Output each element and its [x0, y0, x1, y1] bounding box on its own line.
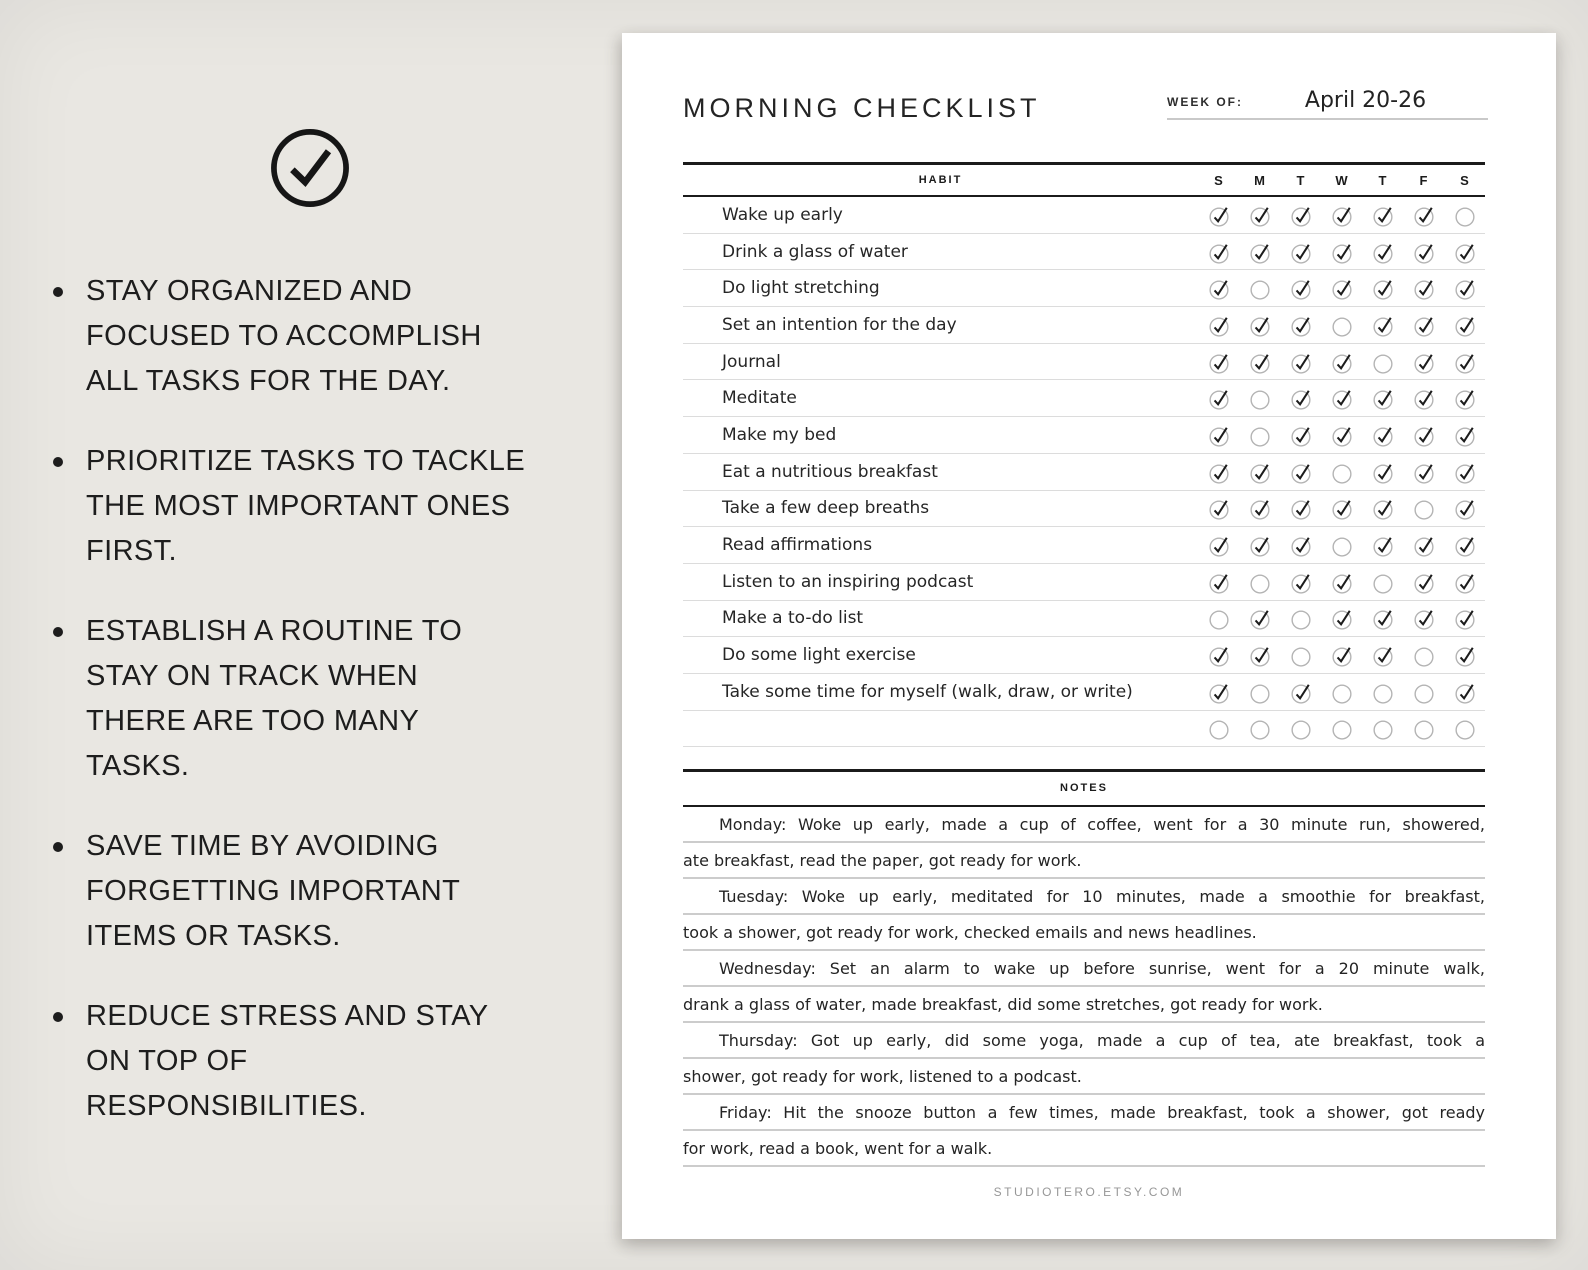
benefit-line: FOCUSED TO ACCOMPLISH — [86, 320, 482, 352]
checkmark-circle-icon — [1412, 605, 1436, 631]
habit-checkbox-checked[interactable] — [1444, 637, 1485, 673]
habit-row — [683, 601, 1485, 638]
habit-rows — [683, 197, 1485, 747]
habit-checkbox-checked[interactable] — [1280, 307, 1321, 343]
habit-label: Eat a nutritious breakfast — [722, 461, 938, 482]
habit-checkbox-checked[interactable] — [1403, 564, 1444, 600]
day-header: W — [1335, 172, 1348, 188]
benefit-line: THE MOST IMPORTANT ONES — [86, 490, 511, 522]
habit-checkbox-checked[interactable] — [1403, 270, 1444, 306]
habit-checkbox-checked[interactable] — [1198, 454, 1239, 490]
habit-checkbox-checked[interactable] — [1321, 270, 1362, 306]
habit-checkbox-empty[interactable] — [1239, 270, 1280, 306]
habit-checkbox-checked[interactable] — [1198, 344, 1239, 380]
habit-checkbox-checked[interactable] — [1444, 234, 1485, 270]
day-headers — [1198, 173, 1485, 188]
habit-column-header: HABIT — [918, 174, 963, 186]
empty-circle-icon — [1248, 422, 1272, 448]
habit-label: Wake up early — [722, 204, 843, 225]
empty-circle-icon — [1248, 715, 1272, 741]
checkmark-circle-icon — [1289, 679, 1313, 705]
habit-checkbox-checked[interactable] — [1362, 527, 1403, 563]
checkmark-circle-icon — [1412, 459, 1436, 485]
habit-checkbox-empty[interactable] — [1444, 711, 1485, 747]
habit-checkbox-checked[interactable] — [1362, 307, 1403, 343]
checkmark-circle-icon — [1207, 385, 1231, 411]
checkmark-circle-icon — [1412, 385, 1436, 411]
checkmark-circle-icon — [1371, 532, 1395, 558]
habit-checkbox-checked[interactable] — [1444, 417, 1485, 453]
benefit-line: TASKS. — [86, 750, 190, 782]
habit-checkbox-empty[interactable] — [1239, 380, 1280, 416]
habit-label: Drink a glass of water — [722, 241, 908, 262]
habit-checkbox-checked[interactable] — [1403, 197, 1444, 233]
checkmark-circle-icon — [1207, 642, 1231, 668]
checkmark-circle-icon — [1248, 459, 1272, 485]
checkmark-circle-icon — [1371, 239, 1395, 265]
checkmark-circle-icon — [1207, 202, 1231, 228]
habit-row — [683, 711, 1485, 748]
notes-lines — [683, 807, 1485, 1167]
habit-label: Do some light exercise — [722, 645, 916, 666]
empty-circle-icon — [1371, 679, 1395, 705]
checkmark-circle-icon — [1371, 605, 1395, 631]
day-header: T — [1378, 172, 1387, 188]
checkmark-circle-icon — [1412, 422, 1436, 448]
checkmark-circle-icon — [1289, 495, 1313, 521]
habit-checkbox-empty[interactable] — [1403, 711, 1444, 747]
checklist-page — [622, 33, 1556, 1239]
habit-checkbox-checked[interactable] — [1280, 527, 1321, 563]
habit-checkbox-checked[interactable] — [1280, 564, 1321, 600]
benefit-line: STAY ORGANIZED AND — [86, 275, 413, 307]
checkmark-circle-icon — [1289, 239, 1313, 265]
benefit-line: ESTABLISH A ROUTINE TO — [86, 615, 463, 647]
habit-checkbox-checked[interactable] — [1444, 527, 1485, 563]
habit-label: Read affirmations — [722, 535, 873, 556]
empty-circle-icon — [1289, 715, 1313, 741]
checkmark-circle-icon — [1371, 275, 1395, 301]
day-header: F — [1419, 172, 1428, 188]
empty-circle-icon — [1248, 569, 1272, 595]
checkmark-circle-icon — [1412, 275, 1436, 301]
empty-circle-icon — [1248, 275, 1272, 301]
benefit-line: THERE ARE TOO MANY — [86, 705, 420, 737]
habit-label: Do light stretching — [722, 278, 880, 299]
checkmark-circle-icon — [1453, 679, 1477, 705]
habit-checkbox-checked[interactable] — [1198, 417, 1239, 453]
habit-checkbox-checked[interactable] — [1444, 601, 1485, 637]
empty-circle-icon — [1412, 679, 1436, 705]
checkmark-circle-icon — [1371, 495, 1395, 521]
habit-checkbox-empty[interactable] — [1280, 637, 1321, 673]
habit-row — [683, 564, 1485, 601]
habit-row — [683, 234, 1485, 271]
checkmark-circle-icon — [1330, 422, 1354, 448]
checkmark-circle-icon — [1330, 385, 1354, 411]
checkmark-circle-icon — [1248, 202, 1272, 228]
benefit-line: SAVE TIME BY AVOIDING — [86, 830, 439, 862]
checkmark-circle-icon — [1412, 239, 1436, 265]
habit-checkbox-checked[interactable] — [1362, 380, 1403, 416]
checkmark-circle-icon — [1412, 532, 1436, 558]
empty-circle-icon — [1248, 385, 1272, 411]
checkmark-circle-icon — [1330, 349, 1354, 375]
habit-checkbox-empty[interactable] — [1321, 307, 1362, 343]
habit-checkbox-empty[interactable] — [1444, 197, 1485, 233]
habit-row — [683, 527, 1485, 564]
habit-checkbox-empty[interactable] — [1362, 674, 1403, 710]
habit-checkbox-empty[interactable] — [1362, 344, 1403, 380]
habit-checkbox-checked[interactable] — [1321, 344, 1362, 380]
checkmark-circle-icon — [1453, 532, 1477, 558]
benefit-line: STAY ON TRACK WHEN — [86, 660, 419, 692]
checkmark-circle-icon — [1453, 422, 1477, 448]
checkmark-circle-icon — [1453, 349, 1477, 375]
habit-checkbox-checked[interactable] — [1239, 234, 1280, 270]
checkmark-circle-icon — [1207, 312, 1231, 338]
checkmark-circle-icon — [1453, 385, 1477, 411]
habit-checkbox-checked[interactable] — [1239, 491, 1280, 527]
checkmark-circle-icon — [1330, 569, 1354, 595]
habit-checkbox-empty[interactable] — [1403, 674, 1444, 710]
habit-label: Take a few deep breaths — [722, 498, 930, 519]
week-of-label: WEEK OF: — [1167, 95, 1243, 109]
benefit-line: REDUCE STRESS AND STAY — [86, 1000, 489, 1032]
habit-checkbox-empty[interactable] — [1280, 711, 1321, 747]
note-line[interactable]: Tuesday: Woke up early, meditated for 10 minutes, made a smoothie for breakfast, — [683, 879, 1485, 915]
benefit-item — [50, 609, 610, 789]
habit-checkbox-checked[interactable] — [1444, 270, 1485, 306]
checkmark-circle-icon — [1289, 349, 1313, 375]
empty-circle-icon — [1330, 459, 1354, 485]
checkmark-circle-icon — [1330, 239, 1354, 265]
habit-checkbox-checked[interactable] — [1362, 417, 1403, 453]
checkmark-circle-icon — [1453, 459, 1477, 485]
checkmark-circle-icon — [1453, 275, 1477, 301]
checkmark-circle-icon — [1248, 532, 1272, 558]
habit-row — [683, 454, 1485, 491]
week-of-value: April 20-26 — [1304, 88, 1427, 113]
habit-checkbox-checked[interactable] — [1280, 270, 1321, 306]
habit-checkbox-checked[interactable] — [1198, 234, 1239, 270]
empty-circle-icon — [1371, 349, 1395, 375]
checkmark-circle-icon — [1453, 605, 1477, 631]
habit-checkbox-checked[interactable] — [1444, 344, 1485, 380]
benefit-item — [50, 269, 610, 404]
habit-checkbox-checked[interactable] — [1321, 564, 1362, 600]
checkmark-circle-icon — [1371, 202, 1395, 228]
habit-label: Set an intention for the day — [722, 314, 957, 335]
habit-checkbox-checked[interactable] — [1362, 234, 1403, 270]
benefit-item — [50, 439, 610, 574]
habit-checkbox-checked[interactable] — [1362, 454, 1403, 490]
note-line[interactable]: shower, got ready for work, listened to a podcast. — [683, 1059, 1485, 1095]
habit-checkbox-checked[interactable] — [1239, 197, 1280, 233]
habit-row — [683, 307, 1485, 344]
habit-checkbox-checked[interactable] — [1403, 601, 1444, 637]
checkmark-circle-icon — [1207, 275, 1231, 301]
checkmark-circle-icon — [1289, 569, 1313, 595]
habit-checkbox-checked[interactable] — [1362, 270, 1403, 306]
table-header-row — [683, 162, 1485, 197]
checkmark-circle-icon — [1248, 605, 1272, 631]
habit-checkbox-checked[interactable] — [1362, 637, 1403, 673]
habit-checkbox-checked[interactable] — [1239, 344, 1280, 380]
habit-checkbox-checked[interactable] — [1239, 454, 1280, 490]
habit-checkbox-checked[interactable] — [1198, 197, 1239, 233]
habit-label: Journal — [722, 351, 781, 372]
habit-checkbox-empty[interactable] — [1280, 601, 1321, 637]
empty-circle-icon — [1289, 642, 1313, 668]
note-line[interactable]: Monday: Woke up early, made a cup of coffee, went for a 30 minute run, showered, — [683, 807, 1485, 843]
checkmark-circle-icon — [1207, 569, 1231, 595]
notes-section — [683, 769, 1485, 1167]
habit-checkbox-checked[interactable] — [1280, 234, 1321, 270]
checkmark-circle-icon — [1412, 312, 1436, 338]
habit-checkbox-checked[interactable] — [1280, 344, 1321, 380]
checkmark-circle-icon — [1412, 569, 1436, 595]
day-header: M — [1254, 172, 1265, 188]
habit-checkbox-checked[interactable] — [1198, 307, 1239, 343]
habit-checkbox-checked[interactable] — [1280, 197, 1321, 233]
checkmark-circle-icon — [1207, 532, 1231, 558]
checkmark-circle-icon — [1330, 495, 1354, 521]
checkmark-circle-icon — [1289, 202, 1313, 228]
note-line[interactable]: for work, read a book, went for a walk. — [683, 1131, 1485, 1167]
habit-checkbox-checked[interactable] — [1403, 344, 1444, 380]
note-line[interactable]: drank a glass of water, made breakfast, did some stretches, got ready for work. — [683, 987, 1485, 1023]
empty-circle-icon — [1207, 605, 1231, 631]
habit-checkbox-checked[interactable] — [1198, 527, 1239, 563]
habit-checkbox-checked[interactable] — [1362, 491, 1403, 527]
checkmark-circle-icon — [1248, 642, 1272, 668]
checkmark-circle-icon — [1289, 459, 1313, 485]
habit-checkbox-checked[interactable] — [1403, 454, 1444, 490]
habit-checkbox-empty[interactable] — [1321, 454, 1362, 490]
habit-checkbox-checked[interactable] — [1321, 197, 1362, 233]
habit-checkbox-checked[interactable] — [1403, 527, 1444, 563]
note-line[interactable]: took a shower, got ready for work, checked emails and news headlines. — [683, 915, 1485, 951]
habit-checkbox-empty[interactable] — [1198, 711, 1239, 747]
habit-checkbox-checked[interactable] — [1444, 564, 1485, 600]
checkmark-circle-icon — [1330, 605, 1354, 631]
habit-checkbox-checked[interactable] — [1321, 491, 1362, 527]
checkmark-circle-icon — [1289, 312, 1313, 338]
habit-checkbox-checked[interactable] — [1239, 637, 1280, 673]
habit-checkbox-empty[interactable] — [1321, 674, 1362, 710]
checkmark-circle-icon — [1371, 459, 1395, 485]
habit-table — [683, 162, 1485, 747]
habit-checkbox-empty[interactable] — [1239, 417, 1280, 453]
week-of-field[interactable] — [1167, 88, 1488, 120]
habit-checkbox-checked[interactable] — [1444, 674, 1485, 710]
habit-checkbox-checked[interactable] — [1280, 491, 1321, 527]
habit-checkbox-checked[interactable] — [1280, 380, 1321, 416]
note-line[interactable]: ate breakfast, read the paper, got ready for work. — [683, 843, 1485, 879]
habit-checkbox-checked[interactable] — [1362, 601, 1403, 637]
benefit-item — [50, 994, 610, 1129]
habit-checkbox-empty[interactable] — [1362, 564, 1403, 600]
benefit-line: ALL TASKS FOR THE DAY. — [86, 365, 451, 397]
habit-label: Meditate — [722, 388, 797, 409]
checkmark-circle-icon — [1289, 532, 1313, 558]
habit-row — [683, 270, 1485, 307]
note-line[interactable]: Wednesday: Set an alarm to wake up before sunrise, went for a 20 minute walk, — [683, 951, 1485, 987]
habit-checkbox-checked[interactable] — [1198, 380, 1239, 416]
empty-circle-icon — [1412, 715, 1436, 741]
checkmark-circle-icon — [1207, 679, 1231, 705]
checkmark-circle-icon — [1371, 642, 1395, 668]
empty-circle-icon — [1371, 569, 1395, 595]
checkmark-circle-icon — [1207, 495, 1231, 521]
checkmark-circle-icon — [1207, 239, 1231, 265]
empty-circle-icon — [1453, 715, 1477, 741]
habit-checkbox-checked[interactable] — [1403, 234, 1444, 270]
page-title: MORNING CHECKLIST — [683, 93, 1041, 123]
habit-checkbox-empty[interactable] — [1198, 601, 1239, 637]
habit-checkbox-checked[interactable] — [1403, 380, 1444, 416]
empty-circle-icon — [1330, 532, 1354, 558]
checkmark-circle-icon — [1412, 349, 1436, 375]
note-line[interactable]: Thursday: Got up early, did some yoga, made a cup of tea, ate breakfast, took a — [683, 1023, 1485, 1059]
checkmark-circle-icon — [1207, 459, 1231, 485]
habit-checkbox-checked[interactable] — [1321, 234, 1362, 270]
checkmark-circle-icon — [1453, 642, 1477, 668]
habit-label: Take some time for myself (walk, draw, or write) — [722, 681, 1133, 702]
checkmark-circle-icon — [1207, 422, 1231, 448]
habit-checkbox-checked[interactable] — [1321, 637, 1362, 673]
habit-checkbox-checked[interactable] — [1280, 674, 1321, 710]
checkmark-circle-icon — [1289, 422, 1313, 448]
day-header: S — [1214, 172, 1223, 188]
habit-checkbox-checked[interactable] — [1444, 380, 1485, 416]
checkmark-circle-icon — [1248, 312, 1272, 338]
habit-row — [683, 491, 1485, 528]
checkmark-circle-icon — [1453, 569, 1477, 595]
checkmark-circle-icon — [1453, 495, 1477, 521]
habit-checkbox-checked[interactable] — [1444, 454, 1485, 490]
habit-row — [683, 674, 1485, 711]
empty-circle-icon — [1248, 679, 1272, 705]
checkmark-circle-icon — [1289, 385, 1313, 411]
empty-circle-icon — [1289, 605, 1313, 631]
checkmark-circle-icon — [1371, 312, 1395, 338]
checkmark-circle-icon — [1330, 642, 1354, 668]
habit-row — [683, 417, 1485, 454]
habit-checkbox-empty[interactable] — [1321, 527, 1362, 563]
benefit-line: PRIORITIZE TASKS TO TACKLE — [86, 445, 526, 477]
habit-row — [683, 197, 1485, 234]
habit-checkbox-checked[interactable] — [1198, 637, 1239, 673]
brand-footer: STUDIOTERO.ETSY.COM — [993, 1185, 1185, 1199]
habit-checkbox-checked[interactable] — [1321, 380, 1362, 416]
benefits-list — [50, 269, 610, 1164]
habit-label: Make my bed — [722, 424, 837, 445]
habit-checkbox-checked[interactable] — [1444, 307, 1485, 343]
benefit-line: FIRST. — [86, 535, 178, 567]
note-line[interactable]: Friday: Hit the snooze button a few times, made breakfast, took a shower, got ready — [683, 1095, 1485, 1131]
empty-circle-icon — [1330, 715, 1354, 741]
checkmark-circle-icon — [1371, 385, 1395, 411]
empty-circle-icon — [1330, 679, 1354, 705]
checkmark-circle-icon — [1371, 422, 1395, 448]
habit-label: Listen to an inspiring podcast — [722, 571, 974, 592]
habit-checkbox-empty[interactable] — [1239, 674, 1280, 710]
habit-checkbox-checked[interactable] — [1321, 417, 1362, 453]
habit-checkbox-checked[interactable] — [1321, 601, 1362, 637]
checkmark-circle-icon — [1248, 239, 1272, 265]
checkmark-circle-icon — [1412, 202, 1436, 228]
habit-checkbox-empty[interactable] — [1239, 711, 1280, 747]
habit-row — [683, 637, 1485, 674]
habit-row — [683, 344, 1485, 381]
checkmark-circle-icon — [1207, 349, 1231, 375]
empty-circle-icon — [1453, 202, 1477, 228]
empty-circle-icon — [1412, 642, 1436, 668]
benefits-panel — [0, 0, 622, 1270]
notes-header: NOTES — [683, 769, 1485, 807]
habit-checkbox-checked[interactable] — [1239, 601, 1280, 637]
habit-checkbox-empty[interactable] — [1321, 711, 1362, 747]
habit-checkbox-checked[interactable] — [1403, 307, 1444, 343]
checkmark-circle-icon — [1453, 312, 1477, 338]
habit-checkbox-checked[interactable] — [1198, 491, 1239, 527]
habit-checkbox-checked[interactable] — [1444, 491, 1485, 527]
habit-label: Make a to-do list — [722, 608, 864, 629]
habit-checkbox-checked[interactable] — [1403, 417, 1444, 453]
habit-checkbox-checked[interactable] — [1280, 417, 1321, 453]
habit-row — [683, 380, 1485, 417]
checkmark-circle-icon — [1330, 275, 1354, 301]
day-header: T — [1296, 172, 1305, 188]
empty-circle-icon — [1371, 715, 1395, 741]
day-header: S — [1460, 172, 1469, 188]
habit-checkbox-checked[interactable] — [1280, 454, 1321, 490]
habit-checkbox-checked[interactable] — [1239, 307, 1280, 343]
habit-checkbox-empty[interactable] — [1403, 637, 1444, 673]
habit-checkbox-empty[interactable] — [1239, 564, 1280, 600]
empty-circle-icon — [1207, 715, 1231, 741]
empty-circle-icon — [1412, 495, 1436, 521]
habit-checkbox-checked[interactable] — [1198, 270, 1239, 306]
benefit-line: ITEMS OR TASKS. — [86, 920, 341, 952]
checkmark-circle-icon — [1453, 239, 1477, 265]
benefit-line: FORGETTING IMPORTANT — [86, 875, 461, 907]
habit-checkbox-checked[interactable] — [1239, 527, 1280, 563]
checkmark-circle-icon — [1289, 275, 1313, 301]
habit-checkbox-checked[interactable] — [1198, 674, 1239, 710]
habit-checkbox-empty[interactable] — [1403, 491, 1444, 527]
benefit-line: ON TOP OF — [86, 1045, 248, 1077]
habit-checkbox-empty[interactable] — [1362, 711, 1403, 747]
checkmark-circle-icon — [1248, 349, 1272, 375]
habit-checkbox-checked[interactable] — [1198, 564, 1239, 600]
benefit-line: RESPONSIBILITIES. — [86, 1090, 367, 1122]
check-circle-icon — [266, 124, 354, 212]
habit-checkbox-checked[interactable] — [1362, 197, 1403, 233]
benefit-item — [50, 824, 610, 959]
empty-circle-icon — [1330, 312, 1354, 338]
checkmark-circle-icon — [1248, 495, 1272, 521]
checkmark-circle-icon — [1330, 202, 1354, 228]
